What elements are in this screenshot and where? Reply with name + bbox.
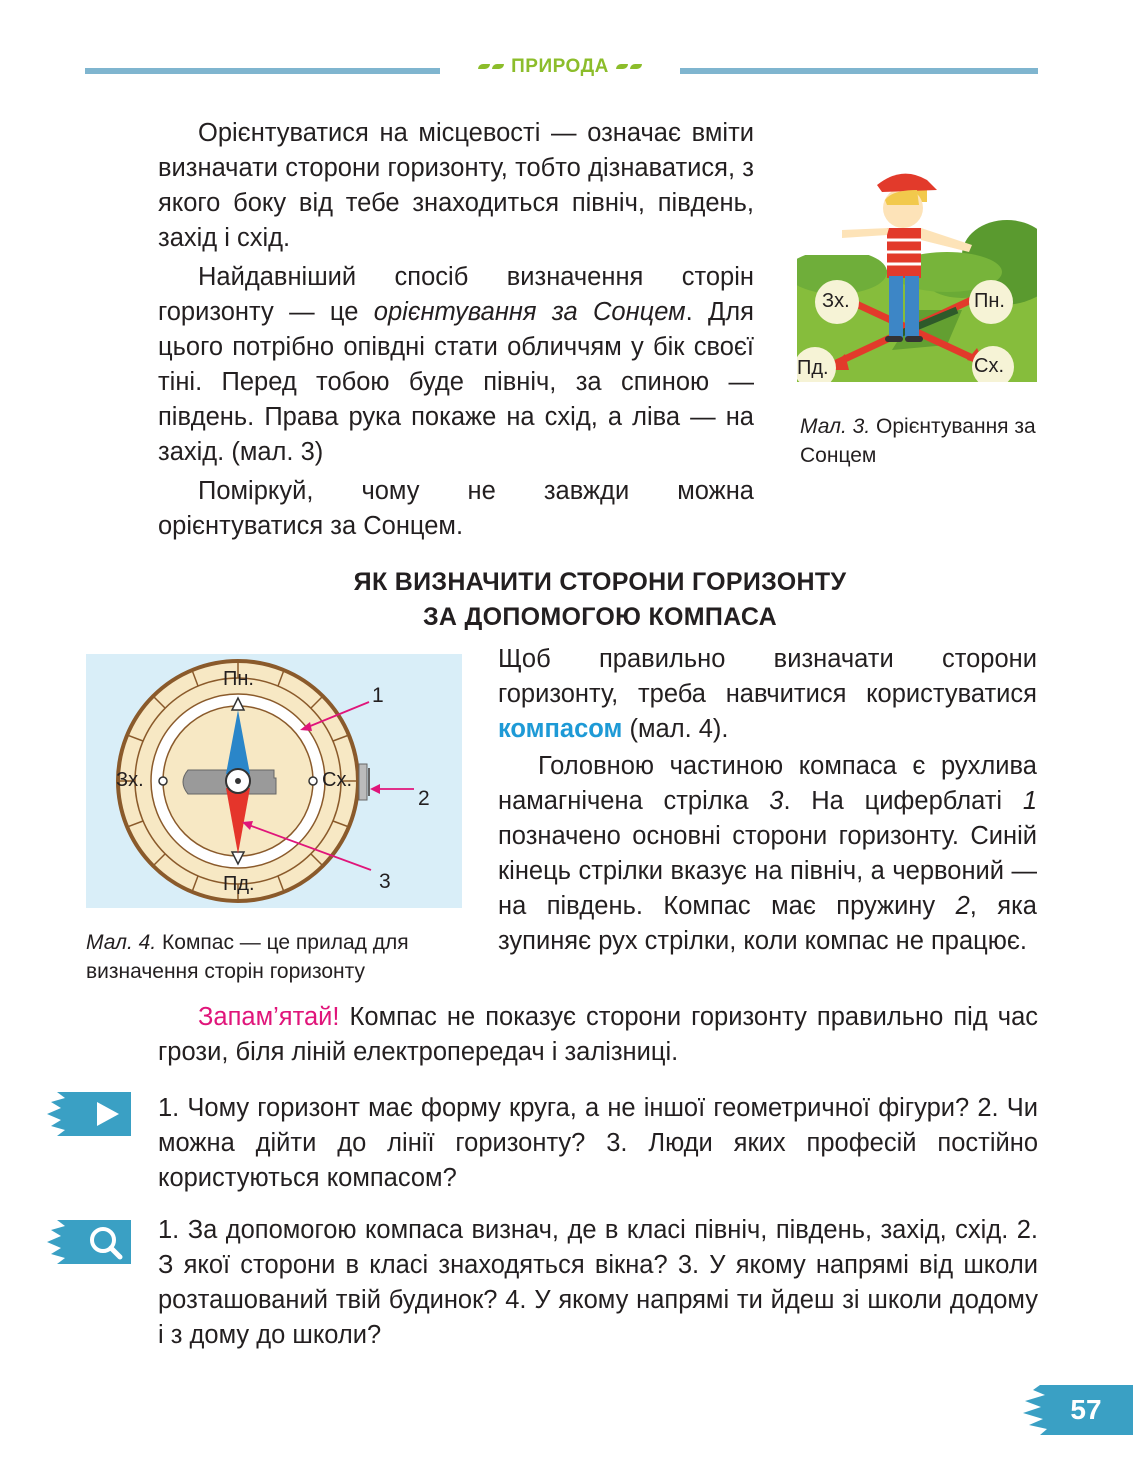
- figure-4-illustration: [86, 654, 462, 908]
- page-number: 57: [1070, 1394, 1102, 1425]
- figure-3-caption-prefix: Мал. 3.: [800, 415, 871, 438]
- tasks-icon: [45, 1218, 131, 1266]
- figure-4-caption: [86, 928, 462, 986]
- magnifier-icon: [45, 1218, 131, 1266]
- fig4-label-north: Пн.: [223, 668, 254, 690]
- page-number-tab: [1015, 1385, 1133, 1435]
- leaf-ornament-icon: [492, 64, 504, 69]
- compass-term: компасом: [498, 715, 623, 743]
- figure-3-caption-text: Орієнтування за Сонцем: [800, 415, 1036, 467]
- figure-3-caption: [800, 412, 1040, 470]
- fig3-label-south: Пд.: [797, 357, 829, 379]
- compass-paragraph-1: [498, 642, 1037, 747]
- fig4-callout-2: 2: [418, 787, 430, 810]
- compass-p2-b: . На циферблаті: [783, 787, 1023, 815]
- figure-4-caption-text: Компас — це прилад для визначення сторін горизонту: [86, 931, 409, 983]
- fig4-callout-3: 3: [379, 870, 391, 893]
- fig4-label-south: Пд.: [223, 873, 255, 895]
- intro-p2-term: орієнтування за Сонцем: [373, 298, 686, 326]
- sun-orientation-picture: [797, 160, 1037, 382]
- compass-p2-ref-2: 2: [955, 892, 970, 920]
- compass-p1-start: Щоб правильно визначати сторони горизонту, треба навчитися користуватися: [498, 645, 1037, 708]
- tasks-text: 1. За допомогою компаса визнач, де в класі північ, південь, захід, схід. 2. З якої сторони в класі знаходяться вікна? 3. У якому напрямі від школи розташований твій будинок? 4. У якому напрямі ти йдеш зі школи додому і з дому до школи?: [158, 1216, 1038, 1349]
- leaf-ornament-icon: [616, 64, 628, 69]
- intro-p2-end: . Для цього потрібно опівдні стати обличчям у бік своєї тіні. Перед тобою буде північ, за спиною — південь. Права рука покаже на схід, а ліва — на захід. (мал. 3): [158, 298, 754, 466]
- compass-p1-end: (мал. 4).: [622, 715, 729, 743]
- leaf-ornament-icon: [630, 64, 642, 69]
- compass-p2-c: позначено основні сторони горизонту. Синій кінець стрілки вказує на північ, а червоний — на південь. Компас має пружину: [498, 822, 1037, 920]
- header-section: [440, 56, 680, 78]
- remember-text: Компас не показує сторони горизонту правильно під час грози, біля ліній електропередач і залізниці.: [158, 1003, 1038, 1066]
- questions-icon: [45, 1090, 131, 1138]
- compass-p2-d: , яка зупиняє рух стрілки, коли компас не працює.: [498, 892, 1037, 955]
- fig4-label-east: Сх.: [322, 769, 352, 791]
- header-rule-left: [85, 68, 450, 74]
- intro-paragraph-1: Орієнтуватися на місцевості — означає вміти визначати сторони горизонту, тобто дізнаватися, з якого боку від тебе знаходиться північ, південь, захід і схід.: [158, 119, 754, 252]
- play-icon: [45, 1090, 131, 1138]
- compass-p2-ref-3: 3: [769, 787, 784, 815]
- compass-text: [498, 642, 1037, 959]
- intro-text: [158, 116, 754, 544]
- fig3-label-east: Сх.: [974, 355, 1004, 377]
- remember-paragraph: [158, 1000, 1038, 1070]
- fig3-label-west: Зх.: [822, 290, 850, 312]
- compass-paragraph-2: [498, 749, 1037, 959]
- fig4-callout-1: 1: [372, 684, 384, 707]
- compass-p2-ref-1: 1: [1022, 787, 1037, 815]
- section-heading-line-1: ЯК ВИЗНАЧИТИ СТОРОНИ ГОРИЗОНТУ: [353, 568, 847, 596]
- remember-label: Запам’ятай!: [198, 1003, 340, 1031]
- intro-paragraph-2: [158, 260, 754, 470]
- fig4-label-west: Зх.: [116, 769, 144, 791]
- leaf-ornament-icon: [478, 64, 490, 69]
- remember-note: [158, 1000, 1038, 1070]
- compass-p2-a: Головною частиною компаса є рухлива намагнічена стрілка: [498, 752, 1037, 815]
- intro-p2-start: Найдавніший спосіб визначення сторін горизонту — це: [158, 263, 754, 326]
- fig3-label-north: Пн.: [974, 290, 1005, 312]
- intro-paragraph-3: Поміркуй, чому не завжди можна орієнтуватися за Сонцем.: [158, 477, 754, 540]
- header-rule-right: [670, 68, 1038, 74]
- figure-3-illustration: [797, 160, 1037, 382]
- section-heading-line-2: ЗА ДОПОМОГОЮ КОМПАСА: [422, 603, 778, 631]
- section-heading: [200, 565, 1000, 635]
- questions-text: 1. Чому горизонт має форму круга, а не іншої геометричної фігури? 2. Чи можна дійти до лінії горизонту? 3. Люди яких професій постійно користуються компасом?: [158, 1094, 1038, 1192]
- figure-4-caption-prefix: Мал. 4.: [86, 931, 157, 954]
- page-section-title: ПРИРОДА: [511, 56, 609, 77]
